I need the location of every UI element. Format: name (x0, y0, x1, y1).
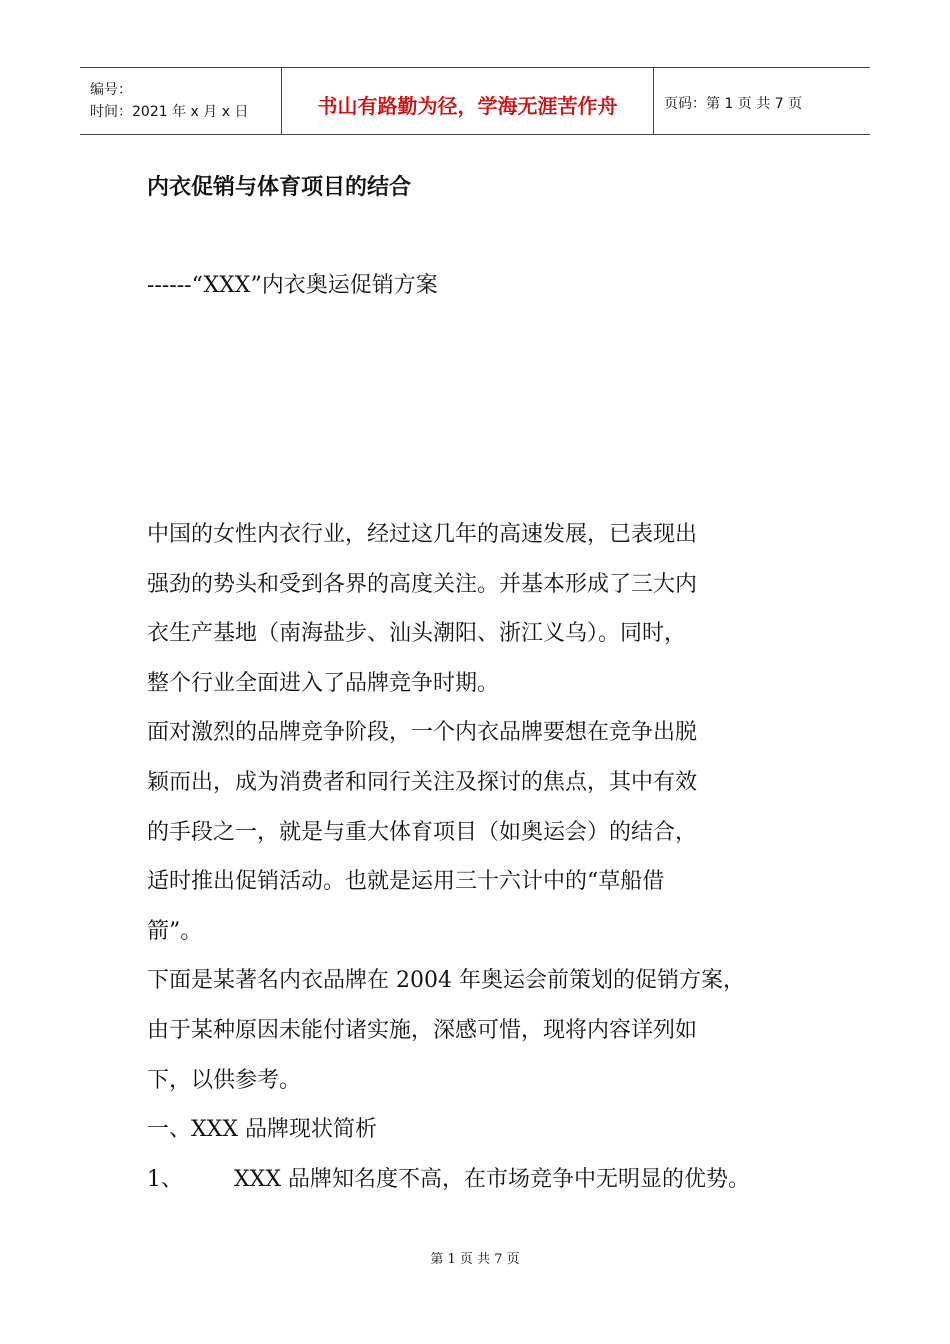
body-line: 颖而出，成为消费者和同行关注及探讨的焦点，其中有效 (147, 769, 698, 795)
body-line: 的手段之一，就是与重大体育项目（如奥运会）的结合， (147, 819, 698, 845)
header-page-info (654, 68, 870, 134)
section-heading: 一、XXX 品牌现状简析 (147, 1117, 377, 1143)
date-line: 时间：2021 年 x 月 x 日 (90, 104, 249, 120)
body-line: 下，以供参考。 (147, 1067, 302, 1093)
header-meta (80, 68, 282, 134)
page-footer: 第 1 页 共 7 页 (430, 1252, 520, 1267)
body-line: 适时推出促销活动。也就是运用三十六计中的“草船借 (147, 869, 665, 895)
body-line: 强劲的势头和受到各界的高度关注。并基本形成了三大内 (147, 571, 698, 597)
document-subtitle: ------“XXX”内衣奥运促销方案 (147, 273, 438, 298)
document-body (147, 510, 827, 1204)
body-line: 下面是某著名内衣品牌在 2004 年奥运会前策划的促销方案， (147, 968, 745, 994)
list-item (147, 1155, 827, 1205)
motto-text: 书山有路勤为径，学海无涯苦作舟 (317, 93, 618, 118)
body-line: 面对激烈的品牌竞争阶段，一个内衣品牌要想在竞争出脱 (147, 720, 698, 746)
body-line: 箭”。 (147, 918, 203, 944)
document-title: 内衣促销与体育项目的结合 (147, 175, 412, 200)
body-line: 整个行业全面进入了品牌竞争时期。 (147, 670, 500, 696)
list-item-number: 1、 (147, 1166, 183, 1192)
body-line: 衣生产基地（南海盐步、汕头潮阳、浙江义乌）。同时， (147, 621, 687, 647)
header-motto (282, 68, 654, 134)
number-label: 编号： (90, 82, 132, 98)
body-line: 中国的女性内衣行业，经过这几年的高速发展，已表现出 (147, 522, 698, 547)
body-line: 由于某种原因未能付诸实施，深感可惜，现将内容详列如 (147, 1017, 698, 1043)
page-info-text: 页码：第 1 页 共 7 页 (664, 96, 803, 112)
list-item-text: XXX 品牌知名度不高，在市场竞争中无明显的优势。 (234, 1166, 750, 1192)
page-header (80, 67, 870, 135)
